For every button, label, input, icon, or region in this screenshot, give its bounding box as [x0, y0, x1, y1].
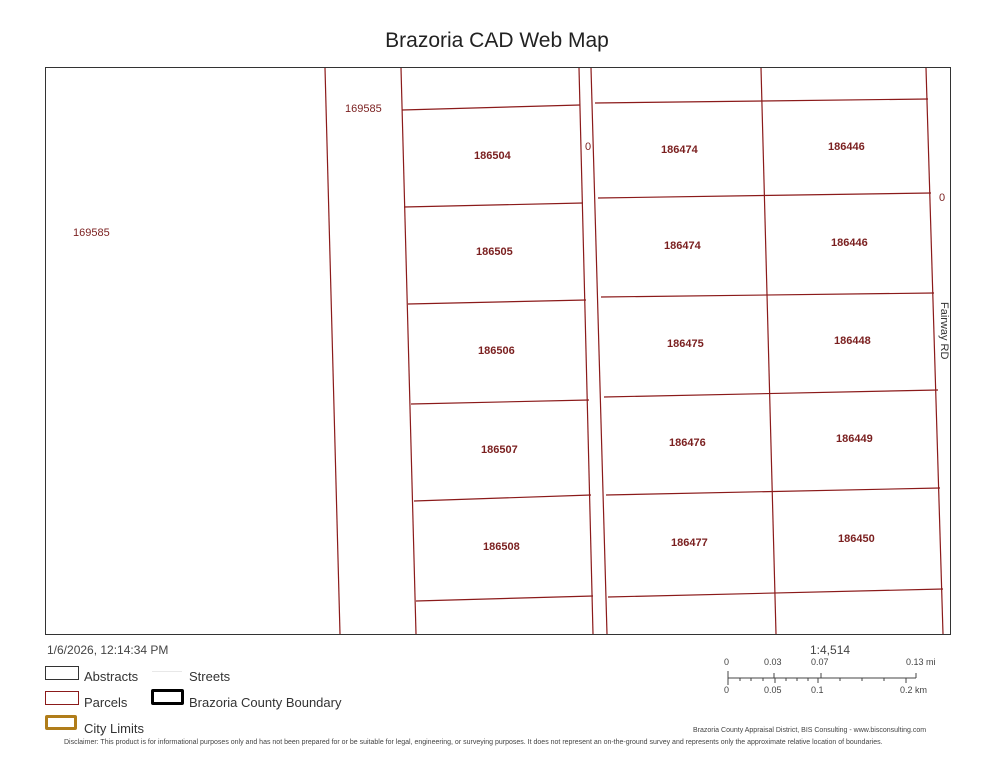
scale-km-tick-label: 0.2 km — [900, 685, 928, 695]
parcel-label[interactable]: 186446 — [831, 237, 868, 249]
parcel-line — [414, 495, 591, 501]
road-parcel-label[interactable]: 0 — [585, 141, 592, 153]
parcel-line — [761, 68, 776, 634]
streets-swatch — [152, 671, 182, 672]
parcel-label[interactable]: 186474 — [661, 144, 698, 156]
parcel-label[interactable]: 186507 — [481, 444, 518, 456]
parcel-label[interactable]: 186448 — [834, 335, 871, 347]
scale-km-tick-label: 0 — [724, 685, 730, 695]
parcel-label[interactable]: 186505 — [476, 246, 513, 258]
parcel-label[interactable]: 169585 — [73, 227, 110, 239]
parcels-swatch — [45, 691, 79, 705]
parcel-line — [591, 68, 607, 634]
parcel-label[interactable]: 186449 — [836, 433, 873, 445]
parcel-label[interactable]: 186506 — [478, 345, 515, 357]
road-parcel-label[interactable]: 0 — [939, 192, 946, 204]
parcel-line — [402, 105, 580, 110]
parcel-label[interactable]: 186474 — [664, 240, 701, 252]
parcel-line — [408, 300, 586, 304]
map-title: Brazoria CAD Web Map — [385, 29, 609, 52]
print-timestamp: 1/6/2026, 12:14:34 PM — [47, 643, 169, 657]
parcel-label[interactable]: 186446 — [828, 141, 865, 153]
parcel-label[interactable]: 186475 — [667, 338, 704, 350]
scale-km-tick-label: 0.1 — [811, 685, 824, 695]
parcel-line — [401, 68, 416, 634]
parcel-label[interactable]: 186504 — [474, 150, 511, 162]
map-credit: Brazoria County Appraisal District, BIS Consulting - www.bisconsulting.com — [693, 727, 927, 734]
scale-km-tick-label: 0.05 — [764, 685, 782, 695]
legend-abstracts-label: Abstracts — [84, 669, 139, 684]
parcel-line — [404, 203, 583, 207]
scale-mi-tick-label: 0.07 — [811, 657, 829, 667]
county-boundary-swatch — [151, 689, 184, 705]
scale-mi-tick-label: 0.13 mi — [906, 657, 936, 667]
street-label: Fairway RD — [938, 302, 950, 360]
parcel-line — [606, 488, 940, 495]
abstracts-swatch — [45, 666, 79, 680]
city-limits-swatch — [45, 715, 77, 730]
parcel-line — [411, 400, 589, 404]
parcel-line — [604, 390, 938, 397]
legend-city-limits-label: City Limits — [84, 721, 144, 736]
map-frame[interactable] — [45, 67, 951, 635]
disclaimer: Disclaimer: This product is for informational purposes only and has not been prepared for or be suitable for legal, engineering, or surveying purposes. It does not represent an on-the-ground survey and represents only the approximate relative location of boundaries. — [64, 739, 883, 746]
parcel-label[interactable]: 186508 — [483, 541, 520, 553]
parcel-label[interactable]: 186476 — [669, 437, 706, 449]
parcel-label[interactable]: 186477 — [671, 537, 708, 549]
legend-parcels-label: Parcels — [84, 695, 128, 710]
legend-streets-label: Streets — [189, 669, 231, 684]
scale-mi-tick-label: 0.03 — [764, 657, 782, 667]
scale-ratio: 1:4,514 — [810, 643, 851, 657]
parcel-line — [325, 68, 340, 634]
parcel-line — [416, 596, 593, 601]
legend-county-boundary-label: Brazoria County Boundary — [189, 695, 342, 710]
parcel-label[interactable]: 169585 — [345, 103, 382, 115]
scale-mi-tick-label: 0 — [724, 657, 730, 667]
parcel-label[interactable]: 186450 — [838, 533, 875, 545]
